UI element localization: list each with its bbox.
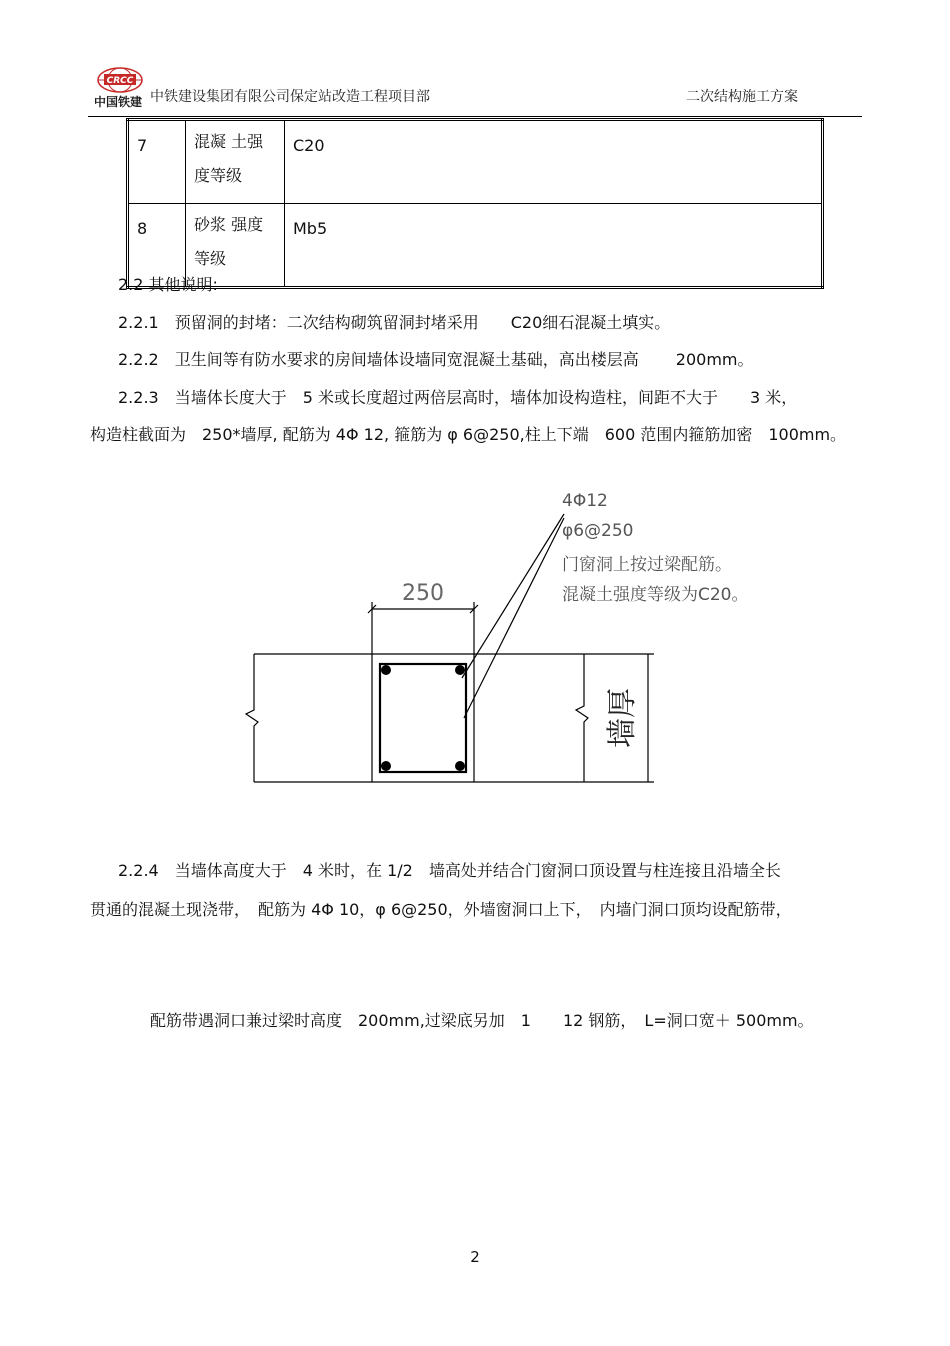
para-2-2-2: 2.2.2 卫生间等有防水要求的房间墙体设墙同宽混凝土基础，高出楼层高 200mm。 [118, 350, 754, 369]
para-2-2-3-line1: 2.2.3 当墙体长度大于 5 米或长度超过两倍层高时，墙体加设构造柱，间距不大于 3 米， [118, 388, 798, 407]
para-2-2-3-line2: 构造柱截面为 250*墙厚, 配筋为 4Φ 12, 箍筋为 φ 6@250,柱上下端 600 范围内箍筋加密 100mm。 [90, 425, 847, 444]
right-break-line [576, 654, 588, 782]
row-value: C20 [285, 120, 823, 204]
rebar-dot-bottom-right [455, 761, 465, 771]
table-row [128, 120, 823, 204]
stirrup-rect [380, 664, 466, 772]
dim-thickness-label: 墙厚 [605, 688, 640, 748]
row-number: 8 [128, 204, 186, 288]
para-2-2-4-line1: 2.2.4 当墙体高度大于 4 米时，在 1/2 墙高处并结合门窗洞口顶设置与柱连接且沿墙全长 [118, 861, 781, 880]
rebar-dot-top-left [381, 665, 391, 675]
left-break-line [246, 654, 258, 782]
row-item: 砂浆 强度等级 [186, 204, 285, 288]
para-2-2-4-line3: 配筋带遇洞口兼过梁时高度 200mm,过梁底另加 1 12 钢筋， L=洞口宽＋ 500mm。 [150, 1011, 814, 1030]
header-company: 中铁建设集团有限公司保定站改造工程项目部 [150, 89, 430, 105]
note-stirrup: φ6@250 [562, 521, 634, 541]
column-detail-figure [240, 478, 749, 800]
row-number: 7 [128, 120, 186, 204]
leader-stirrup [464, 518, 564, 718]
logo-caption: 中国铁建 [93, 95, 143, 109]
crcc-logo [92, 64, 148, 110]
section-title-2-2: 2.2 其他说明: [118, 275, 218, 294]
dim-width-label: 250 [402, 581, 444, 606]
page-number: 2 [470, 1248, 480, 1266]
para-2-2-4-line2: 贯通的混凝土现浇带， 配筋为 4Φ 10，φ 6@250，外墙窗洞口上下， 内墙门洞口顶均设配筋带， [90, 900, 792, 919]
table-row [128, 204, 823, 288]
header-doc-title: 二次结构施工方案 [686, 89, 798, 105]
rebar-dot-top-right [455, 665, 465, 675]
logo-abbr: CRCC [106, 76, 134, 86]
row-value: Mb5 [285, 204, 823, 288]
rebar-dot-bottom-left [381, 761, 391, 771]
header-divider [88, 116, 862, 117]
note-lintel: 门窗洞上按过梁配筋。 [562, 555, 732, 575]
spec-table [126, 118, 824, 289]
note-main-bar: 4Φ12 [562, 491, 608, 511]
row-item: 混凝 土强度等级 [186, 120, 285, 204]
para-2-2-1: 2.2.1 预留洞的封堵：二次结构砌筑留洞封堵采用 C20细石混凝土填实。 [118, 313, 671, 332]
note-concrete-grade: 混凝土强度等级为C20。 [562, 585, 749, 605]
crcc-logo-icon [92, 64, 148, 110]
